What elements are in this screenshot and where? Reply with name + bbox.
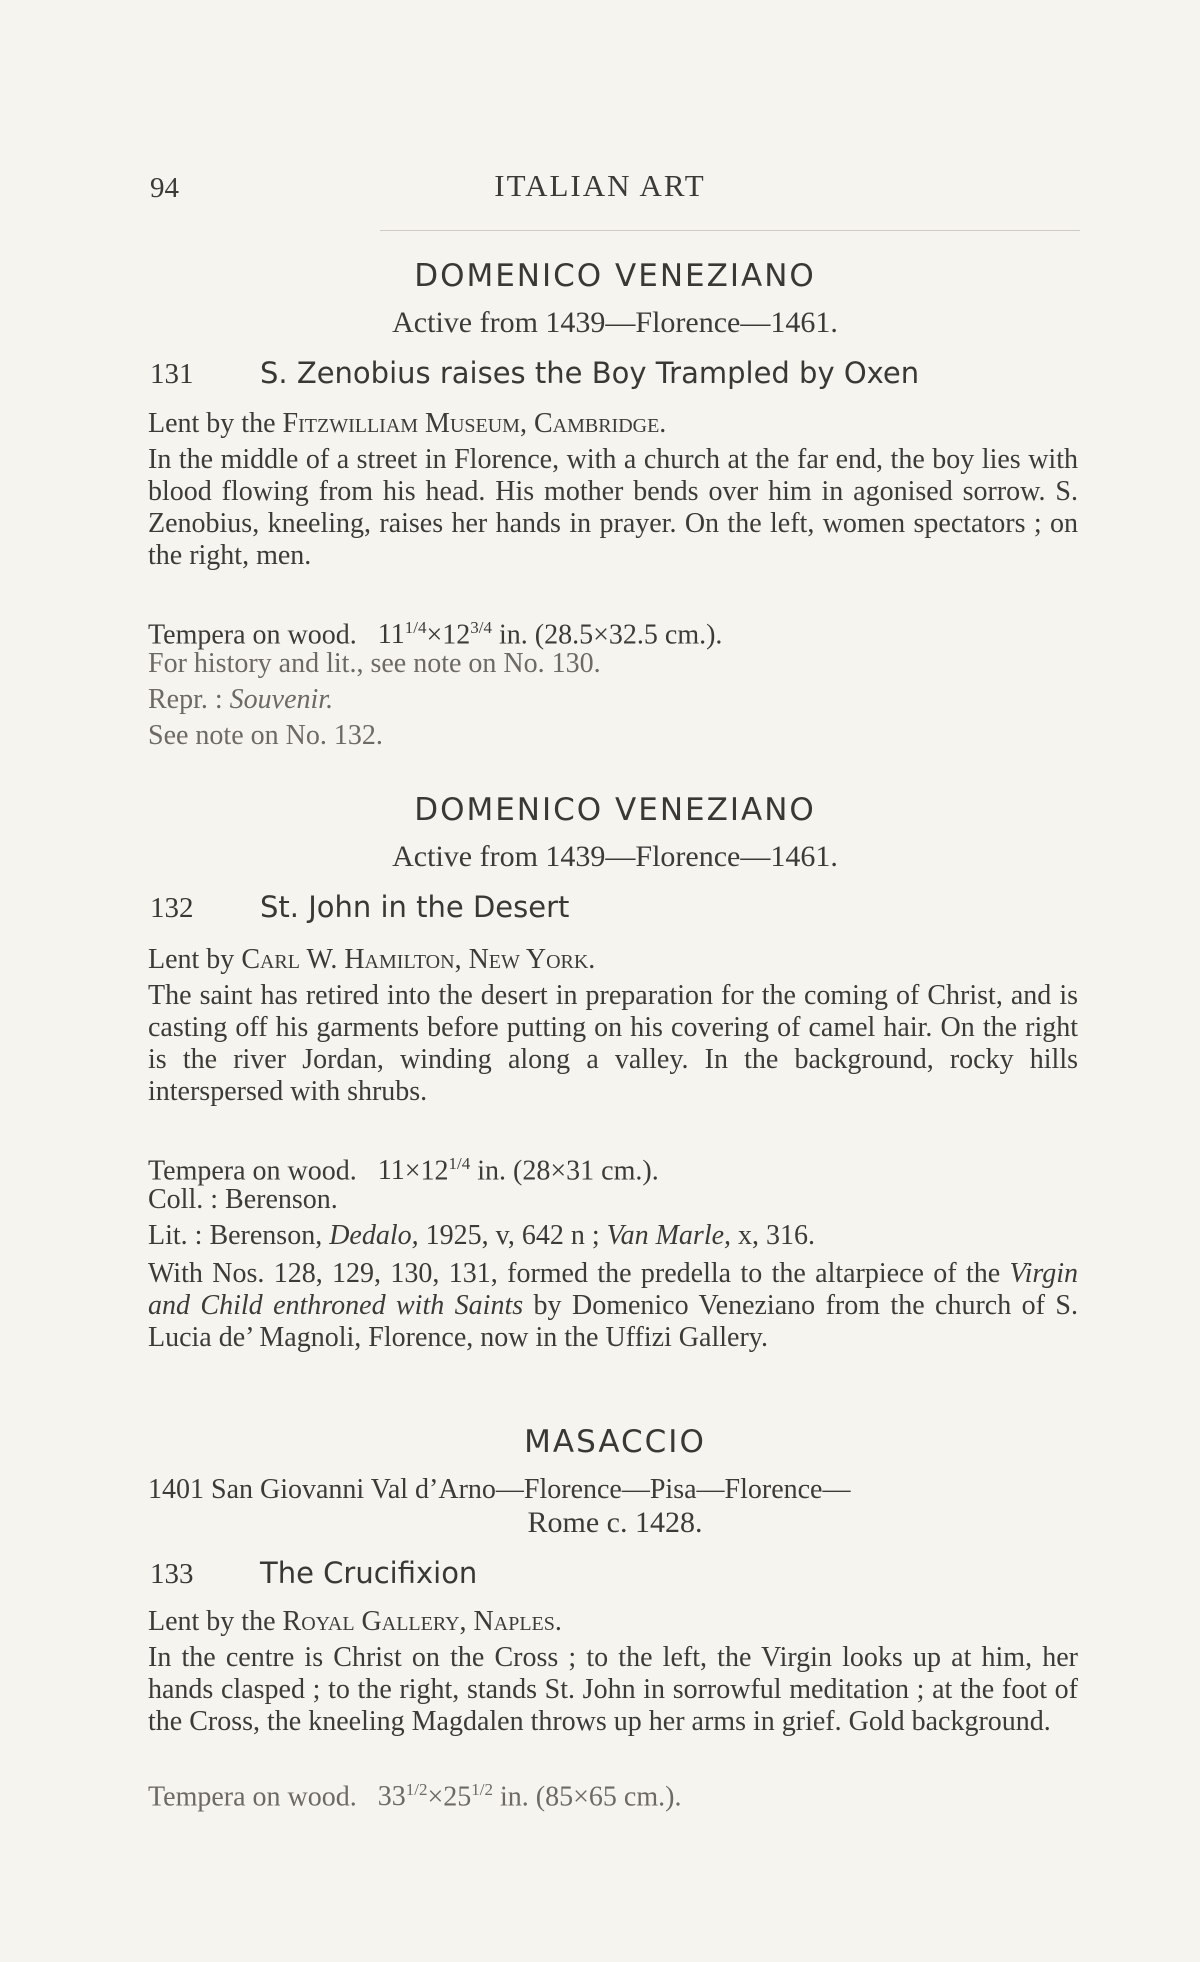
history-line: For history and lit., see note on No. 130.	[148, 648, 601, 679]
size-height: 33	[377, 1781, 406, 1813]
entry-number: 132	[150, 892, 194, 924]
artist-heading: DOMENICO VENEZIANO	[414, 258, 816, 294]
entry-title-text: St. John in the Desert	[260, 890, 570, 924]
medium: Tempera on wood.	[148, 1781, 357, 1813]
see-note-line: See note on No. 132.	[148, 720, 383, 751]
running-head: ITALIAN ART	[494, 168, 706, 203]
repr-title: Souvenir.	[229, 684, 334, 715]
note-work-title: Virgin and Child enthroned with Saints	[148, 1258, 1078, 1321]
artist-dates: Active from 1439—Florence—1461.	[392, 840, 838, 873]
note-part-2: by Domenico Veneziano from the church of S. Lucia de’ Magnoli, Florence, now in the Uffizi Gallery.	[148, 1290, 1078, 1353]
lender-prefix: Lent by	[148, 944, 242, 975]
collection-line: Coll. : Berenson.	[148, 1184, 338, 1215]
lender-name: Royal Gallery, Naples.	[282, 1606, 562, 1637]
lit-end: x, 316.	[731, 1220, 816, 1251]
size-height: 11	[377, 1155, 405, 1187]
header-rule	[380, 230, 1080, 231]
size-metric: in. (85×65 cm.).	[500, 1781, 682, 1813]
artist-dates: Active from 1439—Florence—1461.	[392, 306, 838, 339]
note-part-1: With Nos. 128, 129, 130, 131, formed the predella to the altarpiece of the	[148, 1258, 1010, 1289]
entry-description: The saint has retired into the desert in preparation for the coming of Christ, and is casting off his garments before putting on his covering of camel hair. On the right is the river Jordan, winding along a valley. In the background, rocky hills interspersed with shrubs.	[148, 980, 1078, 1107]
entry-title-text: S. Zenobius raises the Boy Trampled by Oxen	[260, 356, 920, 390]
lit-mid: 1925, v, 642 n ;	[418, 1220, 607, 1251]
artist-dates-line-1: 1401 San Giovanni Val d’Arno—Florence—Pisa—Florence—	[148, 1474, 851, 1505]
artist-dates-line-2: Rome c. 1428.	[527, 1506, 703, 1539]
size-metric: in. (28.5×32.5 cm.).	[499, 619, 723, 651]
size-width-fraction: 1/2	[471, 1780, 494, 1799]
medium: Tempera on wood.	[148, 619, 357, 651]
lender-prefix: Lent by the	[148, 1606, 283, 1637]
lender-name: Carl W. Hamilton, New York.	[241, 944, 596, 975]
lender-name: Fitzwilliam Museum, Cambridge.	[282, 408, 667, 439]
literature-line	[148, 1220, 1078, 1252]
page-number: 94	[150, 172, 179, 204]
entry-description: In the centre is Christ on the Cross ; to the left, the Virgin looks up at him, her hands clasped ; to the right, stands St. John in sorrowful meditation ; at the foot of the Cross, the kneeling Magdalen throws up her arms in grief. Gold background.	[148, 1642, 1078, 1737]
lender-line	[148, 408, 1078, 440]
entry-title	[150, 890, 1110, 925]
size-width: 12	[420, 1155, 449, 1187]
predella-note	[148, 1258, 1078, 1354]
entry-title	[150, 356, 1110, 391]
size-width-fraction: 1/4	[448, 1154, 471, 1173]
artist-heading: MASACCIO	[524, 1424, 706, 1460]
lit-work: Dedalo,	[329, 1220, 419, 1251]
repr-label: Repr. :	[148, 684, 230, 715]
size-width: 12	[442, 619, 471, 651]
entry-title	[150, 1556, 1110, 1591]
size-width: 25	[443, 1781, 472, 1813]
size-height-fraction: 1/4	[404, 618, 427, 637]
size-height-fraction: 1/2	[405, 1780, 428, 1799]
lender-line	[148, 944, 1078, 976]
entry-number: 133	[150, 1558, 194, 1590]
entry-title-text: The Crucifixion	[260, 1556, 478, 1590]
medium: Tempera on wood.	[148, 1155, 357, 1187]
entry-description: In the middle of a street in Florence, with a church at the far end, the boy lies with blood flowing from his head. His mother bends over him in agonised sorrow. S. Zenobius, kneeling, raises her hands in prayer. On the left, women spectators ; on the right, men.	[148, 444, 1078, 571]
lit-label: Lit. : Berenson,	[148, 1220, 330, 1251]
lit-work-2: Van Marle,	[606, 1220, 732, 1251]
artist-heading: DOMENICO VENEZIANO	[414, 792, 816, 828]
size-metric: in. (28×31 cm.).	[477, 1155, 659, 1187]
medium-size-line: Tempera on wood. $11^{1/4}\times 12^{3/4}$ in. (28.5×32.5 cm.).	[148, 618, 723, 651]
medium-size-line: Tempera on wood. $11\times 12^{1/4}$ in. (28×31 cm.).	[148, 1154, 659, 1187]
medium-size-line: Tempera on wood. $33^{1/2}\times 25^{1/2}$ in. (85×65 cm.).	[148, 1780, 682, 1813]
lender-line	[148, 1606, 1078, 1638]
size-height: 11	[377, 619, 405, 651]
entry-number: 131	[150, 358, 194, 390]
repr-line	[148, 684, 1078, 716]
size-width-fraction: 3/4	[470, 618, 492, 637]
lender-prefix: Lent by the	[148, 408, 283, 439]
